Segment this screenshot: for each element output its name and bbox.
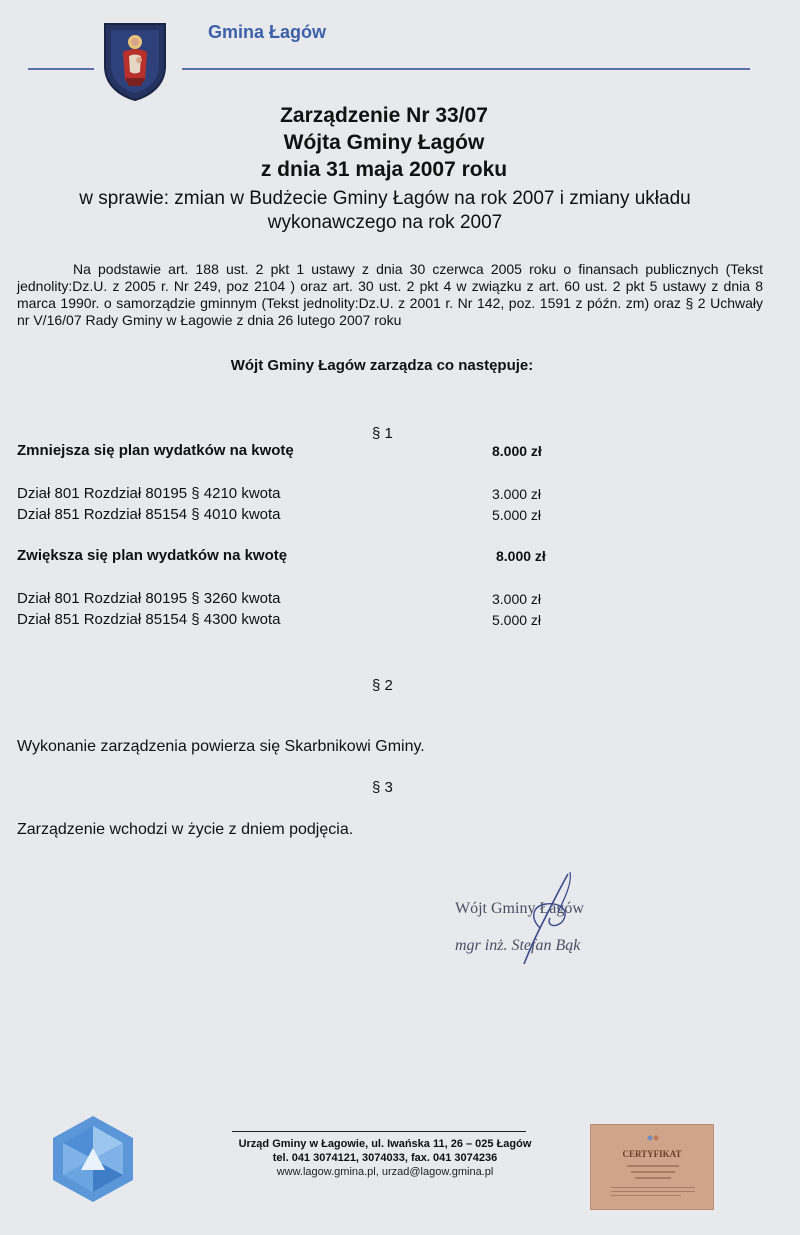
certificate-heading: CERTYFIKAT [622, 1149, 682, 1159]
certificate-badge-icon [647, 1133, 659, 1143]
document-issuer: Wójta Gminy Łagów [283, 131, 485, 154]
legal-basis-paragraph: Na podstawie art. 188 ust. 2 pkt 1 ustawy z dnia 30 czerwca 2005 roku o finansach publicznych (Tekst jednolity:Dz.U. z 2005 r. Nr 249, poz 2104 ) oraz art. 30 ust. 2 pkt 4 w związku z art. 60 ust. 2 pkt 5 ustawy z dnia 8 marca 1990r. o samorządzie gminnym (Tekst jednolity:Dz.U. z 2001 r. Nr 142, poz. 1591 z późn. zm) oraz § 2 Uchwały nr V/16/07 Rady Gminy w Łagowie z dnia 26 lutego 2007 roku [17, 261, 763, 328]
stamp-name: mgr inż. Stefan Bąk [455, 937, 581, 954]
certificate-text-line [627, 1165, 679, 1167]
increase-label: Zwiększa się plan wydatków na kwotę [17, 547, 288, 564]
certificate-text-line [611, 1187, 695, 1188]
decrease-row-amount: 3.000 zł [492, 486, 542, 502]
footer-phones: tel. 041 3074121, 3074033, fax. 041 3074236 [272, 1152, 498, 1164]
footer-rule [232, 1131, 526, 1132]
document-subject-line-1: w sprawie: zmian w Budżecie Gminy Łagów na rok 2007 i zmiany układu [79, 188, 691, 209]
paragraph-1-symbol: § 1 [372, 425, 393, 442]
document-date: z dnia 31 maja 2007 roku [260, 158, 508, 181]
increase-row-amount: 3.000 zł [492, 591, 542, 607]
document-subject-line-2: wykonawczego na rok 2007 [267, 212, 503, 233]
quality-certificate-image [590, 1124, 714, 1210]
header-rule-left [28, 68, 94, 70]
paragraph-2-text: Wykonanie zarządzenia powierza się Skarbnikowi Gminy. [17, 738, 425, 755]
decrease-row-text: Dział 801 Rozdział 80195 § 4210 kwota [17, 485, 281, 502]
stamp-title: Wójt Gminy Łagów [455, 900, 584, 917]
certificate-text-line [631, 1171, 675, 1173]
decrease-row-text: Dział 851 Rozdział 85154 § 4010 kwota [17, 506, 281, 523]
paragraph-3-symbol: § 3 [372, 779, 393, 796]
certificate-text-line [611, 1195, 681, 1196]
document-title: Zarządzenie Nr 33/07 [280, 104, 488, 127]
footer-web-email: www.lagow.gmina.pl, urzad@lagow.gmina.pl [276, 1166, 494, 1178]
increase-row-amount: 5.000 zł [492, 612, 542, 628]
paragraph-2-symbol: § 2 [372, 677, 393, 694]
header-rule-right [182, 68, 750, 70]
handwritten-signature [510, 868, 590, 968]
paragraph-3-text: Zarządzenie wchodzi w życie z dniem podjęcia. [17, 821, 354, 838]
decrease-row-amount: 5.000 zł [492, 507, 542, 523]
certificate-text-line [611, 1191, 695, 1192]
municipality-name: Gmina Łagów [208, 22, 327, 42]
certificate-text-line [635, 1177, 671, 1179]
increase-total: 8.000 zł [496, 548, 546, 564]
footer-address: Urząd Gminy w Łagowie, ul. Iwańska 11, 26 – 025 Łagów [238, 1138, 532, 1150]
decrease-total: 8.000 zł [492, 443, 542, 459]
increase-row-text: Dział 801 Rozdział 80195 § 3260 kwota [17, 590, 281, 607]
coat-of-arms-icon [101, 20, 169, 102]
decree-heading: Wójt Gminy Łagów zarządza co następuje: [230, 357, 534, 374]
increase-row-text: Dział 851 Rozdział 85154 § 4300 kwota [17, 611, 281, 628]
hexagon-crystal-logo-icon [49, 1114, 137, 1204]
decrease-label: Zmniejsza się plan wydatków na kwotę [17, 442, 294, 459]
